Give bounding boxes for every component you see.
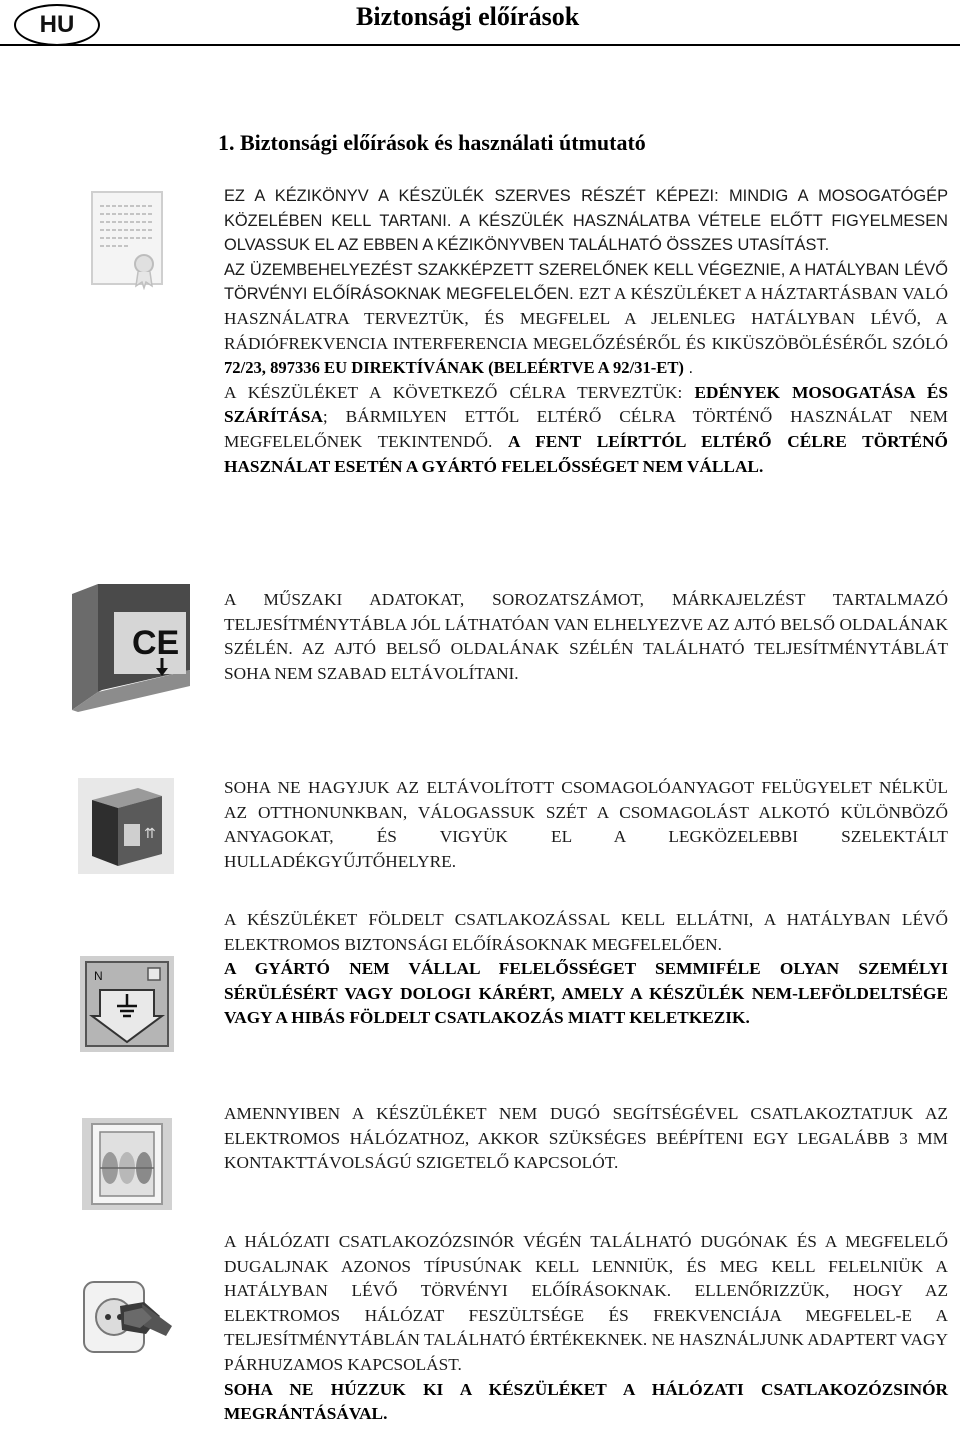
section-heading: 1. Biztonsági előírások és használati útmutató	[218, 130, 646, 155]
socket-label: N	[94, 969, 103, 983]
language-badge: HU	[14, 4, 100, 46]
intended-use-intro: A KÉSZÜLÉKET A KÖVETKEZŐ CÉLRA TERVEZTÜK:	[224, 382, 695, 402]
directive-end: .	[683, 359, 694, 378]
isolating-switch-paragraph: AMENNYIBEN A KÉSZÜLÉKET NEM DUGÓ SEGÍTSÉGÉVEL CSATLAKOZTATJUK AZ ELEKTROMOS HÁLÓZATHOZ, AKKOR SZÜKSÉGES BEÉPÍTENI EGY LEGALÁBB 3 MM KONTAKTTÁVOLSÁGÚ SZIGETELŐ KAPCSOLÓT.	[224, 1104, 948, 1173]
earthing-liability-text: A GYÁRTÓ NEM VÁLLAL FELELŐSSÉGET SEMMIFÉLE OLYAN SZEMÉLYI SÉRÜLÉSÉRT VAGY DOLOGI KÁRÉRT, AMELY A KÉSZÜLÉK NEM-LEFÖLDELTSÉGE VAGY A HIBÁS FÖLDELT CSATLAKOZÁS MIATT KELETKEZIK.	[224, 959, 948, 1028]
package-box-icon	[78, 778, 174, 874]
earthing-block	[224, 908, 948, 1031]
isolating-switch-icon	[82, 1118, 172, 1210]
household-use-text: EZT A KÉSZÜLÉKET A HÁZTARTÁSBAN VALÓ HASZNÁLATRA TERVEZTÜK, ÉS MEGFELEL A JELENLEG HATÁLYBAN LÉVŐ, A RÁDIÓFREKVENCIA INTERFERENCIA MEGELŐZÉSÉRŐL ÉS KIKÜSZÖBÖLÉSÉRŐL SZÓLÓ	[224, 284, 948, 353]
earthing-paragraph: A KÉSZÜLÉKET FÖLDELT CSATLAKOZÁSSAL KELL ELLÁTNI, A HATÁLYBAN LÉVŐ ELEKTROMOS BIZTONSÁGI ELŐÍRÁSOKNAK MEGFELELŐEN.	[224, 910, 948, 954]
intended-use-other: ; BÁRMILYEN ETTŐL ELTÉRŐ CÉLRA TÖRTÉNŐ HASZNÁLAT NEM MEGFELELŐNEK TEKINTENDŐ.	[224, 407, 948, 451]
rating-plate-block	[224, 588, 948, 686]
intended-use-purpose: EDÉNYEK MOSOGATÁSA ÉS SZÁRÍTÁSA	[224, 382, 949, 427]
ce-mark-text: CE	[132, 624, 180, 662]
manual-warning-block	[224, 184, 948, 479]
rating-plate-paragraph: A MŰSZAKI ADATOKAT, SOROZATSZÁMOT, MÁRKAJELZÉST TARTALMAZÓ TELJESÍTMÉNYTÁBLA JÓL LÁTHATÓAN VAN ELHELYEZVE AZ AJTÓ BELSŐ OLDALÁNAK SZÉLÉN. AZ AJTÓ BELSŐ OLDALÁNAK SZÉLÉN TALÁLHATÓ TELJESÍTMÉNYTÁBLÁT SOHA NEM SZABAD ELTÁVOLÍTANI.	[224, 590, 948, 683]
plug-paragraph: A HÁLÓZATI CSATLAKOZÓZSINÓR VÉGÉN TALÁLHATÓ DUGÓNAK ÉS A MEGFELELŐ DUGALJNAK AZONOS TÍPUSÚNAK KELL LENNIÜK, ÉS MEG KELL FELELNIÜK A HATÁLYBAN LÉVŐ TÖRVÉNYI ELŐÍRÁSOKNAK. ELLENŐRIZZÜK, HOGY AZ ELEKTROMOS HÁLÓZAT FESZÜLTSÉGE ÉS FREKVENCIÁJA MEGFELEL-E A TELJESÍTMÉNYTÁBLÁN TALÁLHATÓ ÉRTÉKEKNEK. NE HASZNÁLJUNK ADAPTERT VAGY PÁRHUZAMOS KAPCSOLÁST.	[224, 1232, 948, 1374]
installation-paragraph	[224, 258, 948, 381]
plug-warning-paragraph	[224, 1378, 948, 1427]
plug-block	[224, 1230, 948, 1427]
installation-text: AZ ÜZEMBEHELYEZÉST SZAKKÉPZETT SZERELŐNEK KELL VÉGEZNIE, A HATÁLYBAN LÉVŐ TÖRVÉNYI ELŐÍRÁSOKNAK MEGFELELŐEN.	[224, 260, 948, 304]
manual-paragraph: EZ A KÉZIKÖNYV A KÉSZÜLÉK SZERVES RÉSZÉT KÉPEZI: MINDIG A MOSOGATÓGÉP KÖZELÉBEN KELL TARTANI. A KÉSZÜLÉK HASZNÁLATBA VÉTELE ELŐTT FIGYELMESEN OLVASSUK EL AZ EBBEN A KÉZIKÖNYVBEN TALÁLHATÓ ÖSSZES UTASÍTÁST.	[224, 187, 948, 255]
page-header-title: Biztonsági előírások	[356, 2, 580, 31]
packaging-paragraph: SOHA NE HAGYJUK AZ ELTÁVOLÍTOTT CSOMAGOLÓANYAGOT FELÜGYELET NÉLKÜL AZ OTTHONUNKBAN, VÁLOGASSUK SZÉT A CSOMAGOLÁST ALKOTÓ KÜLÖNBÖZŐ ANYAGOKAT, ÉS VIGYÜK EL A LEGKÖZELEBBI SZELEKTÁLT HULLADÉKGYŰJTŐHELYRE.	[224, 778, 948, 871]
earth-ground-socket-icon	[80, 956, 174, 1052]
header-divider	[0, 44, 960, 46]
liability-disclaimer: A FENT LEÍRTTÓL ELTÉRŐ CÉLRE TÖRTÉNŐ HASZNÁLAT ESETÉN A GYÁRTÓ FELELŐSSÉGET NEM VÁLLAL.	[224, 431, 948, 476]
directive-text: 72/23, 897336 EU DIREKTÍVÁNAK (BELEÉRTVE A 92/31-ET)	[224, 358, 684, 378]
plug-socket-icon	[80, 1272, 176, 1364]
plug-warning-text: SOHA NE HÚZZUK KI A KÉSZÜLÉKET A HÁLÓZATI CSATLAKOZÓZSINÓR MEGRÁNTÁSÁVAL.	[224, 1379, 948, 1424]
document-certificate-icon	[88, 190, 168, 290]
svg-text:⇈: ⇈	[144, 826, 156, 842]
ce-rating-plate-icon	[70, 582, 190, 714]
isolating-switch-block	[224, 1102, 948, 1176]
earthing-liability-paragraph	[224, 957, 948, 1031]
packaging-block	[224, 776, 948, 874]
intended-use-paragraph	[224, 381, 948, 479]
